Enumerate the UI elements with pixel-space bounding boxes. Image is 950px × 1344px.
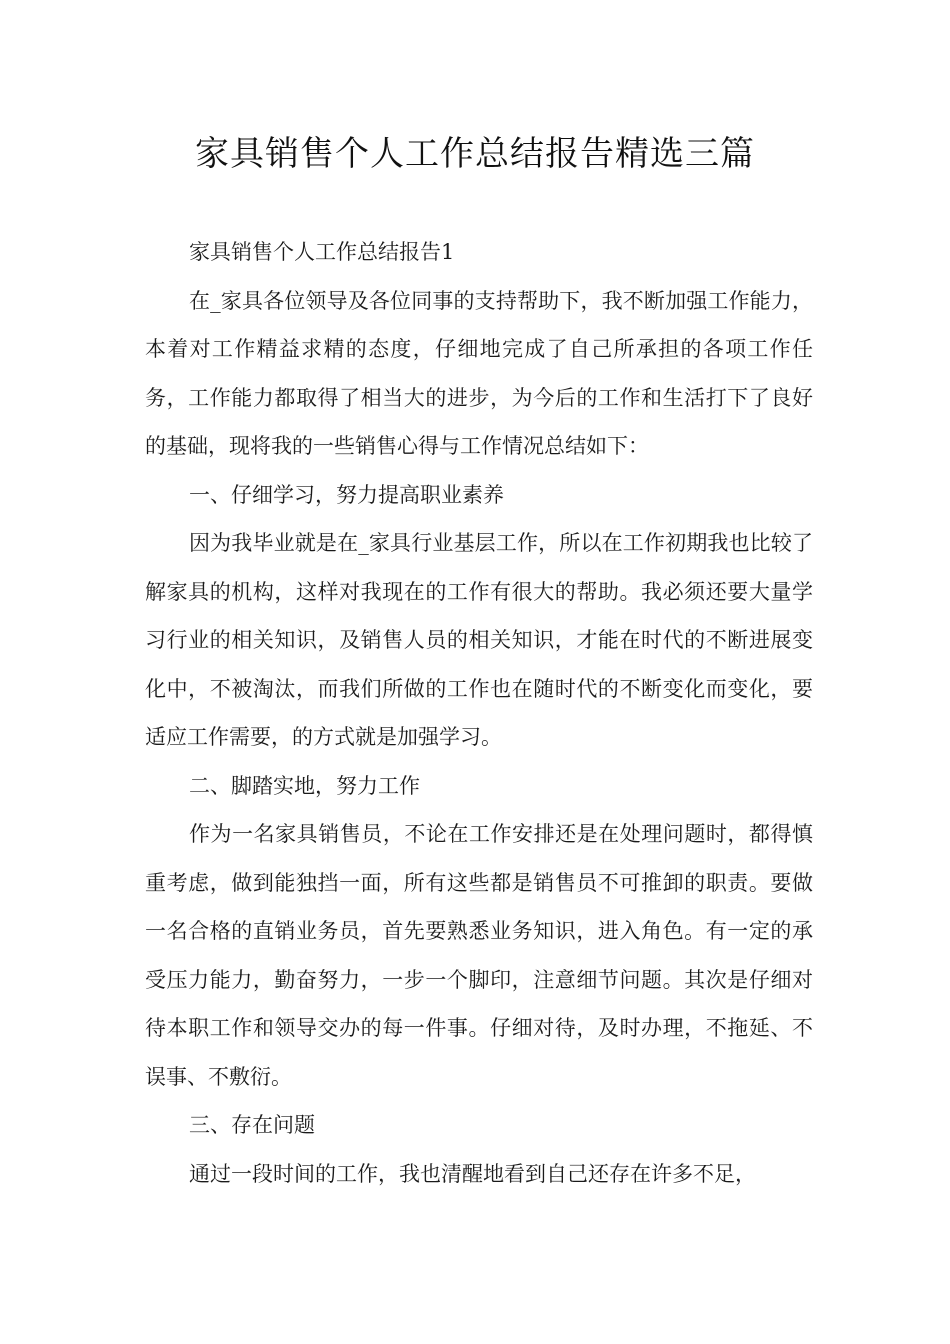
section-heading-report-1: 家具销售个人工作总结报告1 — [189, 240, 455, 264]
section-heading-problems: 三、存在问题 — [189, 1113, 315, 1137]
document-title: 家具销售个人工作总结报告精选三篇 — [195, 134, 755, 174]
section-heading-learning: 一、仔细学习，努力提高职业素养 — [189, 482, 504, 507]
learning-paragraph: 因为我毕业就是在_家具行业基层工作，所以在工作初期我也比较了解家具的机构，这样对我现在的工作有很大的帮助。我必须还要大量学习行业的相关知识，及销售人员的相关知识，才能在时代的不断进展变化中，不被淘汰，而我们所做的工作也在随时代的不断变化而变化，要适应工作需要，的方式就是加强学习。 — [145, 531, 813, 749]
intro-paragraph: 在_家具各位领导及各位同事的支持帮助下，我不断加强工作能力，本着对工作精益求精的态度，仔细地完成了自己所承担的各项工作任务，工作能力都取得了相当大的进步，为今后的工作和生活打下了良好的基础，现将我的一些销售心得与工作情况总结如下： — [145, 288, 813, 458]
section-heading-work: 二、脚踏实地，努力工作 — [189, 773, 420, 798]
work-paragraph: 作为一名家具销售员，不论在工作安排还是在处理问题时，都得慎重考虑，做到能独挡一面，所有这些都是销售员不可推卸的职责。要做一名合格的直销业务员，首先要熟悉业务知识，进入角色。有一定的承受压力能力，勤奋努力，一步一个脚印，注意细节问题。其次是仔细对待本职工作和领导交办的每一件事。仔细对待，及时办理，不拖延、不误事、不敷衍。 — [145, 822, 813, 1089]
problems-paragraph: 通过一段时间的工作，我也清醒地看到自己还存在许多不足， — [189, 1161, 756, 1186]
document-body — [145, 228, 813, 1198]
